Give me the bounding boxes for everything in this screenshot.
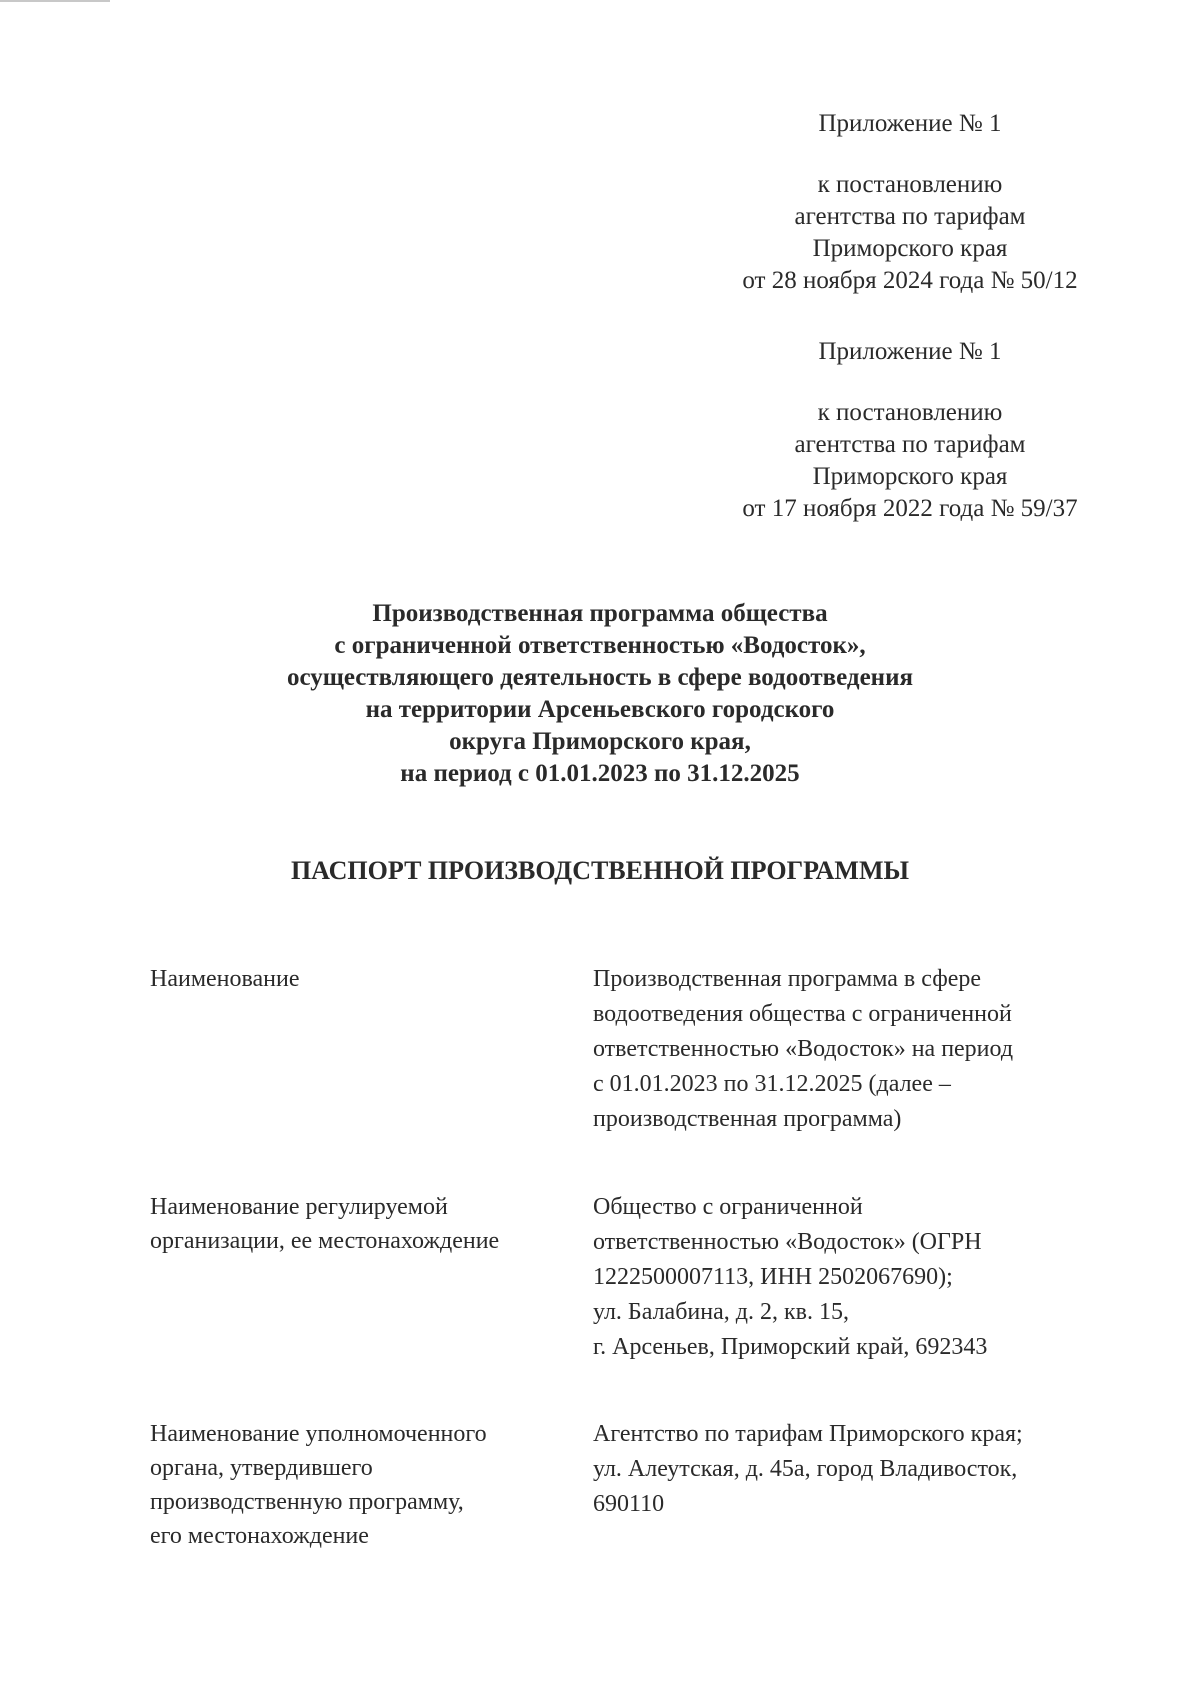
passport-row-label	[150, 1417, 570, 1553]
passport-row-value	[593, 1190, 1113, 1365]
appendix-current-line: к постановлению	[817, 171, 1003, 198]
label-line: производственную программу,	[150, 1489, 464, 1515]
appendix-previous-title: Приложение № 1	[818, 338, 1002, 365]
heading-line: на период с 01.01.2023 по 31.12.2025	[400, 760, 800, 787]
appendix-previous-line: к постановлению	[817, 399, 1003, 426]
value-line: Производственная программа в сфере	[593, 966, 982, 992]
value-line: ул. Балабина, д. 2, кв. 15,	[593, 1299, 849, 1325]
value-line: ответственностью «Водосток» на период	[593, 1036, 1014, 1062]
appendix-current-line: Приморского края	[812, 235, 1008, 262]
passport-title: ПАСПОРТ ПРОИЗВОДСТВЕННОЙ ПРОГРАММЫ	[290, 856, 910, 885]
passport-row-label	[150, 962, 570, 996]
heading-line: Производственная программа общества	[372, 600, 828, 627]
value-line: ответственностью «Водосток» (ОГРН	[593, 1229, 982, 1255]
appendix-current	[700, 108, 1120, 297]
appendix-current-title: Приложение № 1	[818, 110, 1002, 137]
value-line: 690110	[593, 1491, 665, 1517]
value-line: ул. Алеутская, д. 45а, город Владивосток,	[593, 1456, 1018, 1482]
value-line: производственная программа)	[593, 1106, 902, 1132]
value-line: Общество с ограниченной	[593, 1194, 863, 1220]
heading-line: с ограниченной ответственностью «Водосток»,	[334, 632, 866, 659]
scan-artifact	[0, 0, 110, 2]
heading-line: осуществляющего деятельность в сфере водоотведения	[286, 664, 913, 691]
label-line: организации, ее местонахождение	[150, 1228, 500, 1254]
value-line: 1222500007113, ИНН 2502067690);	[593, 1264, 953, 1290]
document-heading	[230, 598, 970, 790]
passport-row-label	[150, 1190, 570, 1258]
passport-row-value	[593, 962, 1113, 1137]
label-line: органа, утвердившего	[150, 1455, 373, 1481]
heading-line: на территории Арсеньевского городского	[365, 696, 835, 723]
value-line: с 01.01.2023 по 31.12.2025 (далее –	[593, 1071, 951, 1097]
appendix-previous	[700, 336, 1120, 525]
label-line: Наименование регулируемой	[150, 1194, 448, 1220]
value-line: водоотведения общества с ограниченной	[593, 1001, 1012, 1027]
label-line: его местонахождение	[150, 1523, 369, 1549]
value-line: г. Арсеньев, Приморский край, 692343	[593, 1334, 988, 1360]
appendix-previous-date: от 17 ноября 2022 года № 59/37	[742, 495, 1078, 522]
appendix-previous-line: агентства по тарифам	[794, 431, 1026, 458]
appendix-previous-line: Приморского края	[812, 463, 1008, 490]
passport-row-value	[593, 1417, 1113, 1522]
heading-line: округа Приморского края,	[449, 728, 751, 755]
label-line: Наименование уполномоченного	[150, 1421, 487, 1447]
value-line: Агентство по тарифам Приморского края;	[593, 1421, 1023, 1447]
label-line: Наименование	[150, 966, 300, 992]
appendix-current-date: от 28 ноября 2024 года № 50/12	[742, 267, 1078, 294]
appendix-current-line: агентства по тарифам	[794, 203, 1026, 230]
